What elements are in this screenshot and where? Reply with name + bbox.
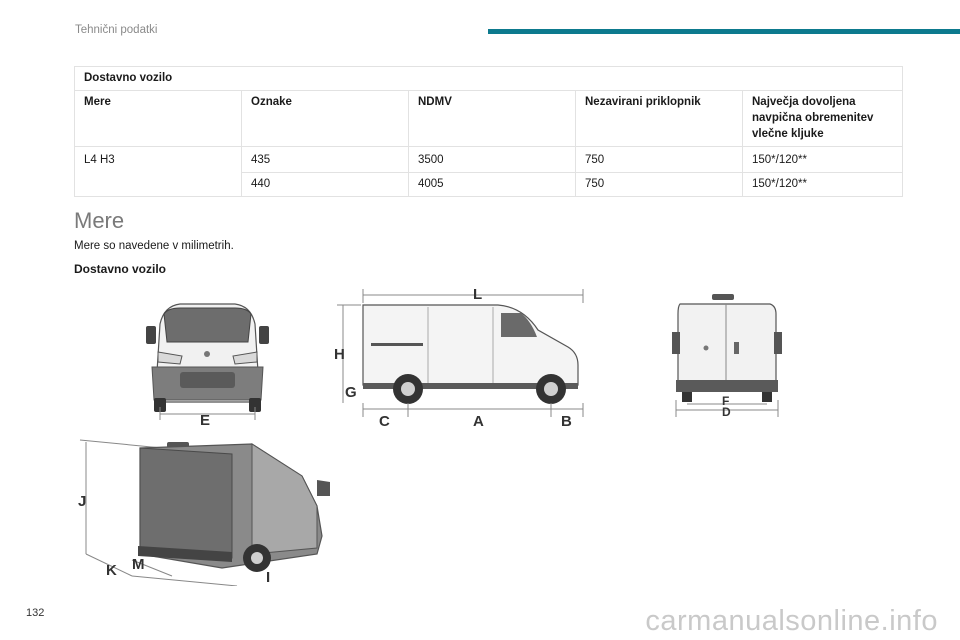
intro-text: Mere so navedene v milimetrih. <box>74 240 234 252</box>
dimension-label-g: G <box>345 384 357 401</box>
column-header: Največja dovoljena navpična obremenitev vlečne kljuke <box>743 91 903 147</box>
dimension-label-b: B <box>561 413 572 430</box>
dimension-label-c: C <box>379 413 390 430</box>
table-cell: 440 <box>242 173 409 197</box>
watermark: carmanualsonline.info <box>645 605 938 637</box>
table-cell: 750 <box>576 147 743 173</box>
van-front-view-illustration <box>140 292 275 427</box>
page-number: 132 <box>26 607 45 619</box>
van-three-quarter-view-illustration <box>72 436 337 586</box>
table-cell: 150*/120** <box>743 173 903 197</box>
dimension-label-e: E <box>200 412 211 427</box>
table-group-label: Dostavno vozilo <box>75 67 903 91</box>
dimension-label-a: A <box>473 413 484 430</box>
column-header: Oznake <box>242 91 409 147</box>
table-cell: 3500 <box>409 147 576 173</box>
table-cell: 150*/120** <box>743 147 903 173</box>
dimension-label-i: I <box>266 569 271 586</box>
header-accent-bar <box>488 29 960 34</box>
section-header-title: Tehnični podatki <box>75 24 158 36</box>
table-header-row <box>75 91 903 147</box>
column-header: Nezavirani priklopnik <box>576 91 743 147</box>
column-header: NDMV <box>409 91 576 147</box>
dimension-label-k: K <box>106 562 117 579</box>
table-cell: L4 H3 <box>75 147 242 197</box>
dimension-label-d: D <box>722 405 731 419</box>
van-rear-view-illustration <box>670 292 785 422</box>
table-cell: 750 <box>576 173 743 197</box>
table-row <box>75 147 903 173</box>
subsection-title: Dostavno vozilo <box>74 262 167 276</box>
dimension-label-f: F <box>722 394 730 408</box>
table-cell: 435 <box>242 147 409 173</box>
dimension-label-l: L <box>473 286 483 303</box>
section-title: Mere <box>74 208 125 233</box>
dimension-label-h: H <box>334 346 345 363</box>
column-header: Mere <box>75 91 242 147</box>
dimension-label-j: J <box>78 493 87 510</box>
dimension-label-m: M <box>132 556 145 573</box>
specifications-table <box>74 66 903 197</box>
van-side-view-illustration <box>333 285 598 430</box>
table-cell: 4005 <box>409 173 576 197</box>
table-group-row <box>75 67 903 91</box>
